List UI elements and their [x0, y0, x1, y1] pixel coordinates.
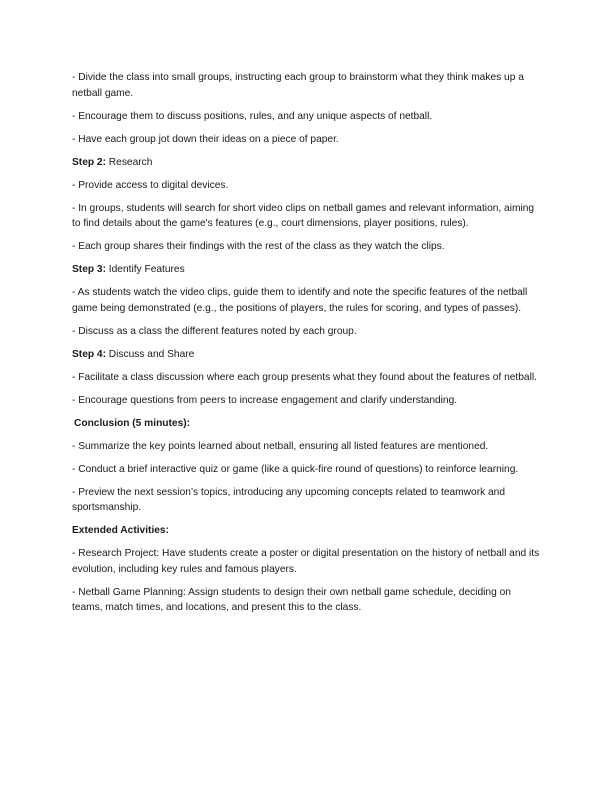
step2-label: Step 2:: [72, 156, 106, 168]
step2-title: Research: [105, 156, 153, 168]
paragraph-research-project: - Research Project: Have students create a poster or digital presentation on the history of netball and its evolution, including key rules and famous players.: [72, 548, 540, 575]
paragraph-divide-groups: - Divide the class into small groups, instructing each group to brainstorm what they think makes up a netball game.: [72, 72, 524, 99]
step4-title: Discuss and Share: [105, 348, 195, 360]
step3-title: Identify Features: [105, 264, 185, 275]
paragraph-provide-access: - Provide access to digital devices.: [72, 179, 229, 191]
paragraph-encourage-questions: - Encourage questions from peers to increase engagement and clarify understanding.: [72, 394, 458, 406]
paragraph-facilitate-discussion: - Facilitate a class discussion where each group presents what they found about the features of netball.: [72, 371, 537, 383]
step3-heading: [72, 262, 544, 278]
step4-label: Step 4:: [72, 348, 106, 360]
paragraph-preview: - Preview the next session’s topics, introducing any upcoming concepts related to teamwork and sportsmanship.: [72, 486, 506, 513]
document-page: [72, 70, 544, 623]
paragraph-quiz: - Conduct a brief interactive quiz or game (like a quick-fire round of questions) to reinforce learning.: [72, 463, 519, 475]
paragraph-summarize: - Summarize the key points learned about netball, ensuring all listed features are mentioned.: [72, 440, 489, 452]
paragraph-encourage-discuss: - Encourage them to discuss positions, rules, and any unique aspects of netball.: [72, 110, 433, 122]
paragraph-identify-features: - As students watch the video clips, guide them to identify and note the specific features of the netball game being demonstrated (e.g., the positions of players, the rules for scoring, and types of passes).: [72, 287, 528, 314]
paragraph-game-planning: - Netball Game Planning: Assign students to design their own netball game schedule, deciding on teams, match times, and locations, and present this to the class.: [72, 586, 511, 613]
paragraph-discuss-class: - Discuss as a class the different features noted by each group.: [72, 325, 357, 337]
step3-label: Step 3:: [72, 264, 106, 275]
extended-heading: Extended Activities:: [72, 525, 169, 536]
step4-heading: [72, 347, 544, 363]
paragraph-share-findings: - Each group shares their findings with the rest of the class as they watch the clips.: [72, 241, 445, 252]
conclusion-heading: Conclusion (5 minutes):: [74, 417, 191, 429]
step2-heading: [72, 155, 544, 171]
paragraph-search-clips: - In groups, students will search for short video clips on netball games and relevant information, aiming to find details about the game's features (e.g., court dimensions, player positions, rules).: [72, 202, 535, 229]
paragraph-jot-down: - Have each group jot down their ideas on a piece of paper.: [72, 133, 339, 145]
